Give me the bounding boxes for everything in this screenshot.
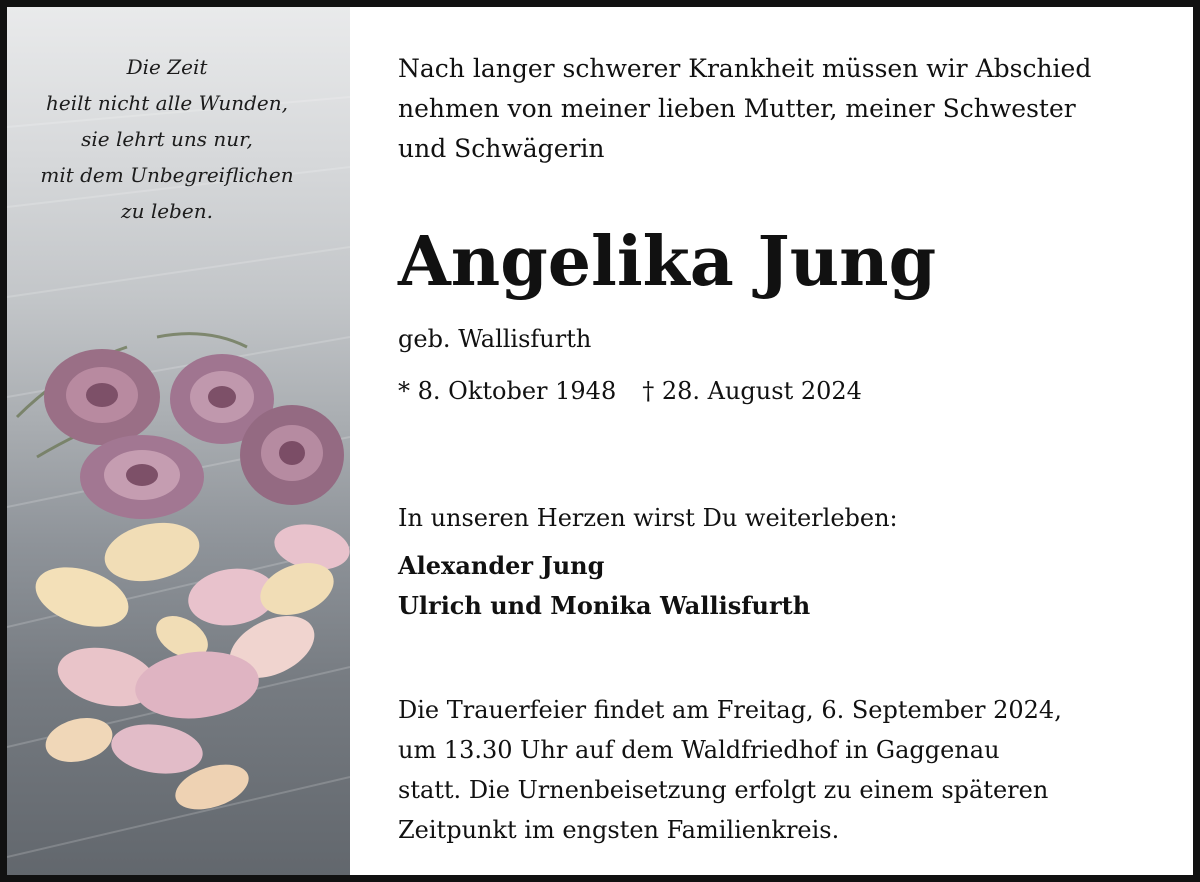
birth-date: * 8. Oktober 1948	[398, 377, 617, 405]
mourner-name: Alexander Jung	[398, 551, 605, 580]
deceased-name: Angelika Jung	[398, 222, 937, 302]
funeral-line: Die Trauerfeier findet am Freitag, 6. September 2024,	[398, 696, 1062, 724]
quote-line: zu leben.	[121, 199, 213, 223]
funeral-line: um 13.30 Uhr auf dem Waldfriedhof in Gaggenau	[398, 736, 1000, 764]
intro-line: Nach langer schwerer Krankheit müssen wir Abschied	[398, 54, 1092, 83]
funeral-line: statt. Die Urnenbeisetzung erfolgt zu einem späteren	[398, 776, 1049, 804]
intro-line: und Schwägerin	[398, 134, 605, 163]
intro-text	[398, 49, 1188, 169]
quote-line: Die Zeit	[126, 55, 208, 79]
quote-line: mit dem Unbegreiflichen	[40, 163, 294, 187]
funeral-line: Zeitpunkt im engsten Familienkreis.	[398, 816, 840, 844]
funeral-details	[398, 690, 1188, 850]
rose-photo-panel	[7, 7, 350, 875]
maiden-name: geb. Wallisfurth	[398, 325, 592, 353]
quote-line: sie lehrt uns nur,	[81, 127, 253, 151]
death-date: † 28. August 2024	[642, 377, 862, 405]
consolation-quote	[7, 49, 327, 229]
quote-line: heilt nicht alle Wunden,	[46, 91, 288, 115]
tribute-line: In unseren Herzen wirst Du weiterleben:	[398, 504, 898, 532]
mourner-name: Ulrich und Monika Wallisfurth	[398, 591, 811, 620]
intro-line: nehmen von meiner lieben Mutter, meiner Schwester	[398, 94, 1076, 123]
mourners-list	[398, 546, 810, 626]
life-dates	[398, 371, 862, 411]
